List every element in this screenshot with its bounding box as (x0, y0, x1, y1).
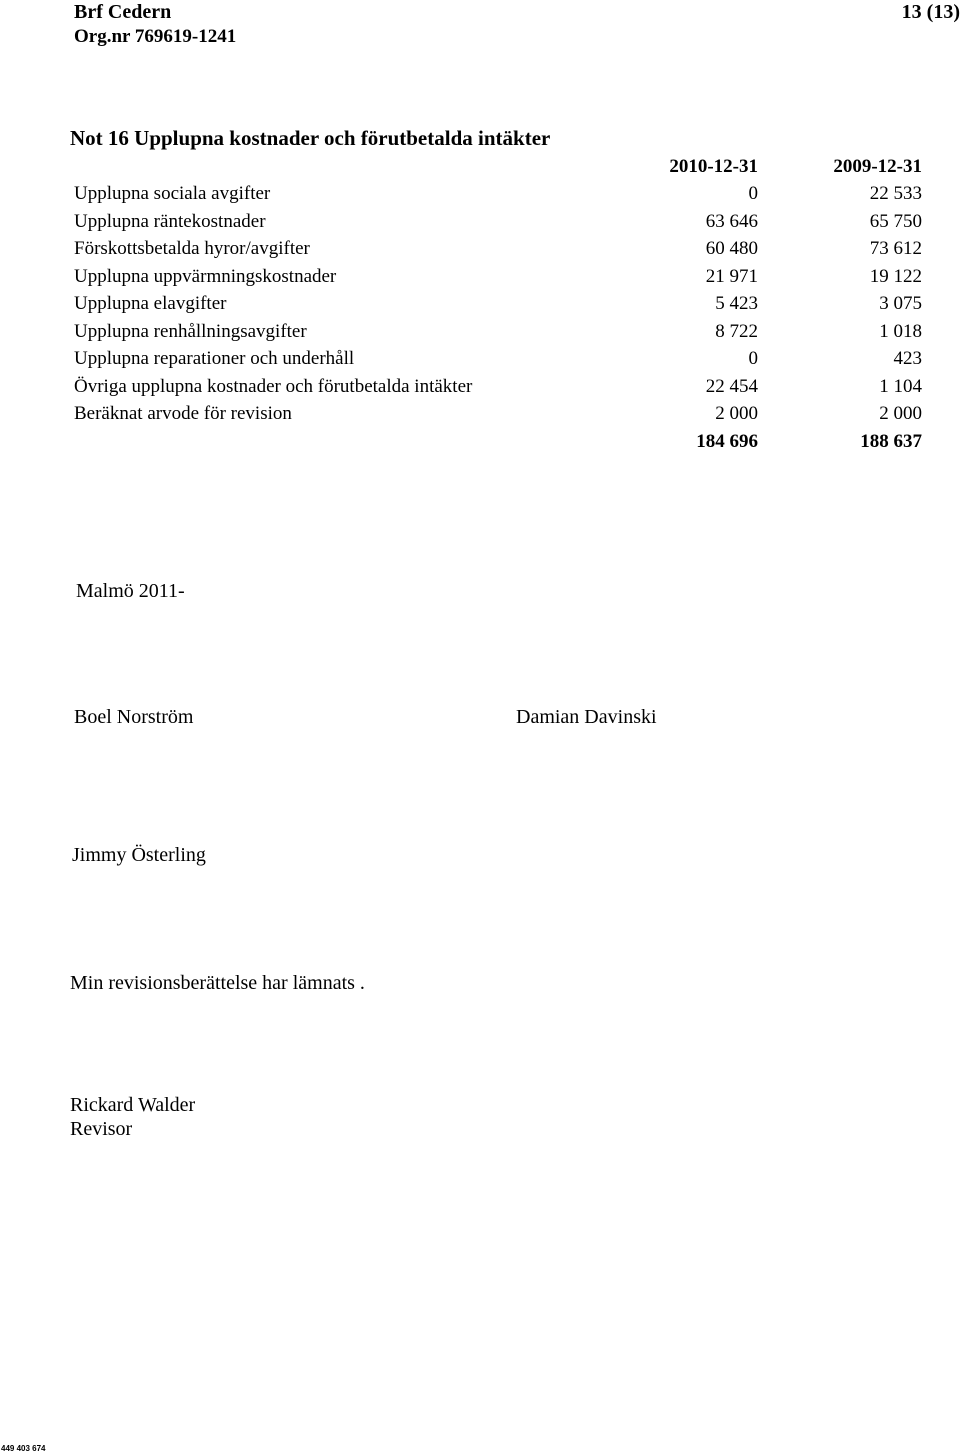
row-label: Förskottsbetalda hyror/avgifter (74, 238, 310, 259)
row-value-2009: 423 (893, 348, 922, 369)
row-value-2009: 73 612 (869, 238, 922, 259)
page-number: 13 (13) (901, 1, 960, 23)
totals-row (0, 428, 960, 456)
audit-statement: Min revisionsberättelse har lämnats . (70, 972, 365, 994)
table-row (0, 373, 960, 401)
row-value-2010: 5 423 (715, 293, 758, 314)
table-row (0, 235, 960, 263)
row-label: Upplupna räntekostnader (74, 211, 266, 232)
row-value-2010: 8 722 (715, 321, 758, 342)
row-value-2009: 1 104 (879, 376, 922, 397)
row-value-2009: 65 750 (869, 211, 922, 232)
row-value-2010: 2 000 (715, 403, 758, 424)
row-label: Övriga upplupna kostnader och förutbetalda intäkter (74, 376, 473, 397)
signer-name: Boel Norström (74, 706, 194, 728)
row-value-2009: 2 000 (879, 403, 922, 424)
column-header-2010: 2010-12-31 (669, 156, 758, 177)
row-label: Upplupna uppvärmningskostnader (74, 266, 337, 287)
org-number: Org.nr 769619-1241 (74, 26, 237, 47)
row-value-2010: 22 454 (705, 376, 758, 397)
org-name: Brf Cedern (74, 1, 172, 23)
row-value-2009: 1 018 (879, 321, 922, 342)
row-value-2009: 3 075 (879, 293, 922, 314)
row-label: Beräknat arvode för revision (74, 403, 292, 424)
row-value-2009: 19 122 (869, 266, 922, 287)
column-header-2009: 2009-12-31 (833, 156, 922, 177)
row-value-2010: 60 480 (705, 238, 758, 259)
table-row (0, 290, 960, 318)
table-header-row (0, 153, 960, 181)
row-value-2010: 21 971 (705, 266, 758, 287)
row-label: Upplupna renhållningsavgifter (74, 321, 307, 342)
total-2010: 184 696 (696, 431, 758, 452)
row-value-2010: 0 (748, 348, 758, 369)
table-row (0, 263, 960, 291)
document-id: 449 403 674 (1, 1444, 46, 1453)
note-title: Not 16 Upplupna kostnader och förutbetalda intäkter (70, 126, 551, 150)
auditor-name: Rickard Walder (70, 1094, 196, 1116)
table-row (0, 400, 960, 428)
row-value-2009: 22 533 (869, 183, 922, 204)
row-value-2010: 63 646 (705, 211, 758, 232)
table-row (0, 180, 960, 208)
place-date: Malmö 2011- (76, 580, 185, 602)
table-row (0, 345, 960, 373)
row-label: Upplupna reparationer och underhåll (74, 348, 355, 369)
total-2009: 188 637 (860, 431, 922, 452)
auditor-title: Revisor (70, 1118, 133, 1140)
row-label: Upplupna elavgifter (74, 293, 227, 314)
signer-name: Jimmy Österling (72, 844, 206, 866)
signer-name: Damian Davinski (516, 706, 657, 728)
row-value-2010: 0 (748, 183, 758, 204)
row-label: Upplupna sociala avgifter (74, 183, 271, 204)
table-row (0, 318, 960, 346)
table-row (0, 208, 960, 236)
